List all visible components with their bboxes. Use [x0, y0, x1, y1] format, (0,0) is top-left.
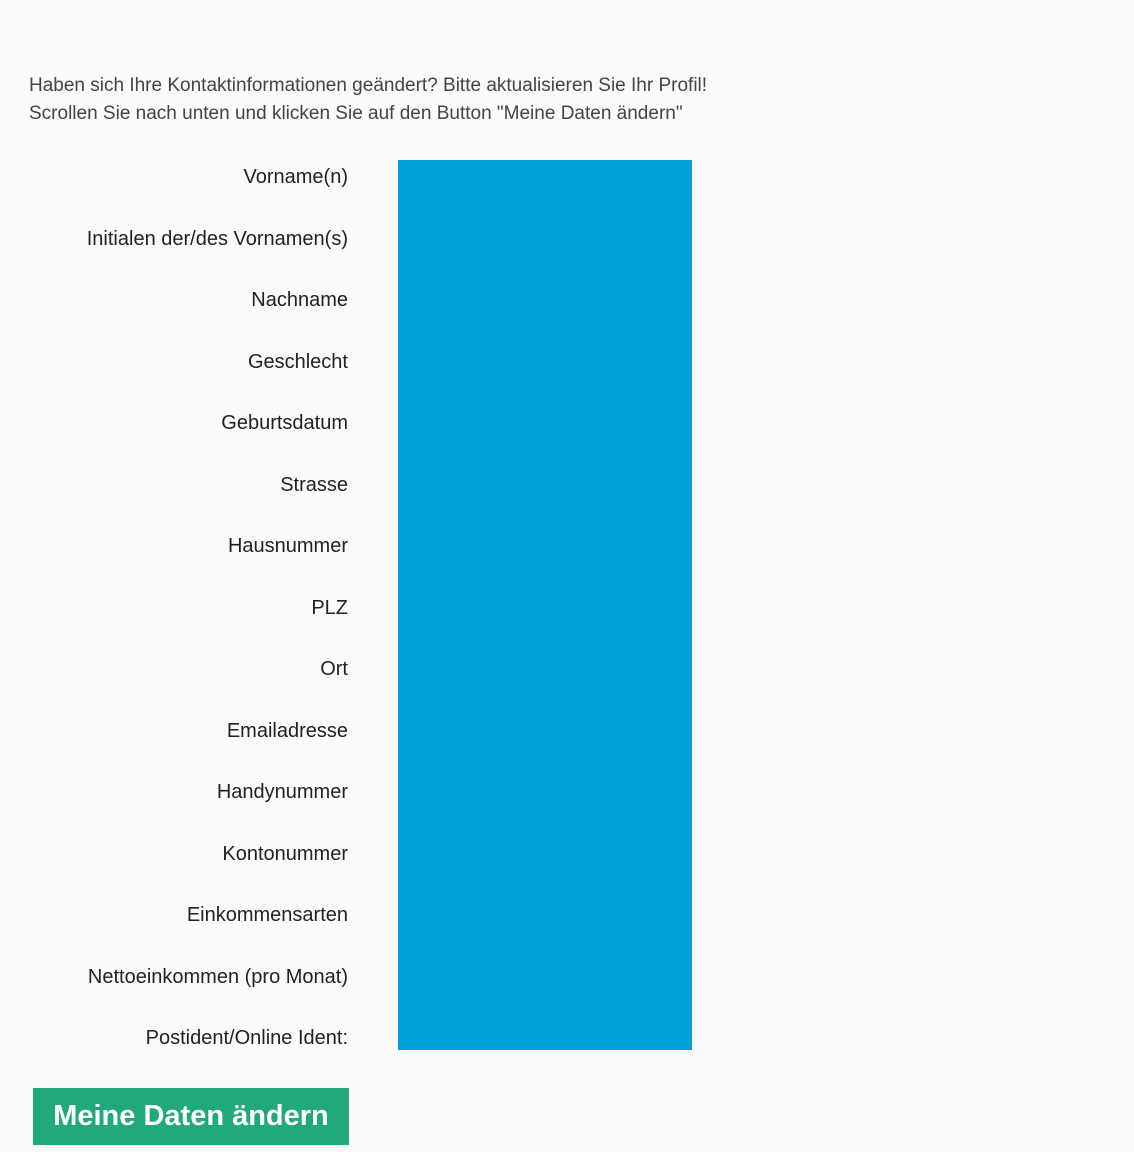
- field-label-email: Emailadresse: [226, 719, 348, 742]
- field-label-street: Strasse: [280, 473, 348, 496]
- field-label-last-name: Nachname: [251, 289, 348, 311]
- field-label-first-name: Vorname(n): [243, 166, 348, 188]
- intro-line-2: Scrollen Sie nach unten und klicken Sie auf den Button "Meine Daten ändern": [29, 103, 683, 124]
- field-label-initials: Initialen der/des Vornamen(s): [86, 227, 348, 250]
- intro-text: [29, 72, 707, 128]
- field-label-house-number: Hausnummer: [227, 535, 348, 557]
- field-label-account-number: Kontonummer: [222, 842, 348, 865]
- field-label-net-income: Nettoeinkommen (pro Monat): [87, 965, 348, 988]
- field-label-postident: Postident/Online Ident:: [145, 1027, 348, 1049]
- profile-field-labels: [0, 160, 348, 1083]
- edit-my-data-button[interactable]: Meine Daten ändern: [33, 1088, 349, 1145]
- intro-line-1: Haben sich Ihre Kontaktinformationen geändert? Bitte aktualisieren Sie Ihr Profil!: [29, 75, 708, 96]
- field-label-postal-code: PLZ: [311, 596, 348, 619]
- field-label-birth-date: Geburtsdatum: [221, 412, 348, 434]
- field-label-mobile: Handynummer: [216, 781, 348, 803]
- field-label-income-types: Einkommensarten: [186, 904, 348, 926]
- field-label-city: Ort: [320, 658, 348, 680]
- redacted-values-block: [398, 160, 692, 1050]
- field-label-gender: Geschlecht: [247, 350, 348, 373]
